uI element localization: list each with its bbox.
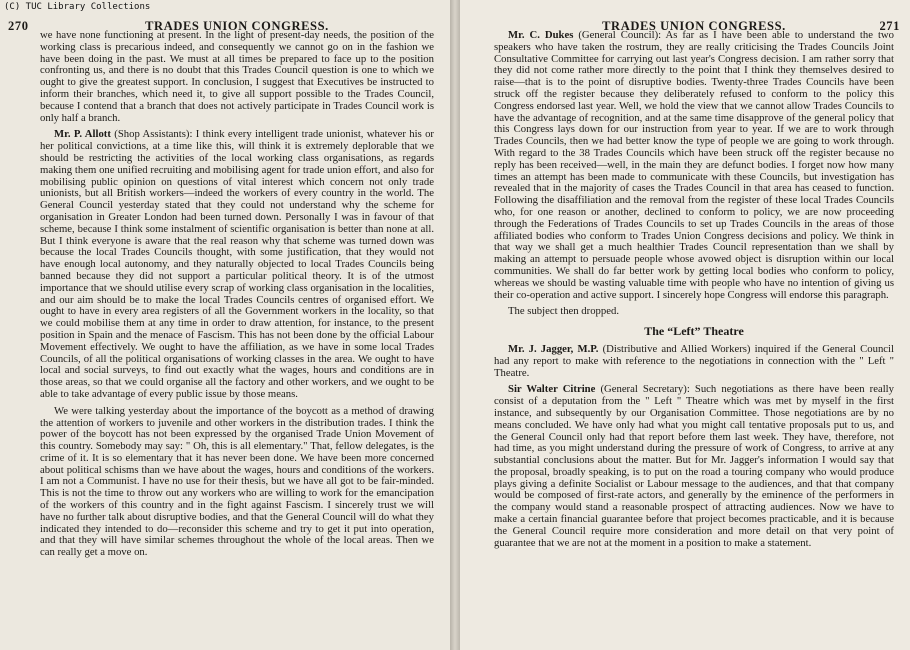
- right-page-number: 271: [879, 19, 900, 33]
- book-gutter: [450, 0, 460, 650]
- paragraph: [494, 384, 894, 549]
- speaker-name: Mr. J. Jagger, M.P.: [508, 342, 599, 355]
- paragraph-text: (General Secretary): Such negotiations as there have been really consist of a deputation from the " Left " Theatre which was met by myself in the first instance, and subsequently by our Organisation Committee. Those negotiations are by no means concluded. We have only had what you might call tentative proposals put to us, and the General Council only had that report before them last week. They have, therefore, not had time, as you might understand during the pressure of work of Congress, to arrive at any substantial conclusions about the matter. But for Mr. Jagger's information I would say that the proposal, broadly speaking, is to put on the road a touring company who would produce plays giving a definite Socialist or Labour message to the audiences, and that that company would be composed of first-rate actors, and generally by the eminence of the performers in the company would stand a reasonable prospect of attracting audiences. Now we have to make a certain financial guarantee before that project becomes practicable, and it is because the General Council require more consideration and more detail on that very point of guarantee that we are not at the moment in a position to make a statement.: [494, 383, 894, 549]
- left-page: [0, 0, 450, 650]
- paragraph: [494, 344, 894, 379]
- speaker-name: Mr. P. Allott: [54, 128, 111, 141]
- speaker-name: Sir Walter Citrine: [508, 383, 596, 396]
- right-running-title: TRADES UNION CONGRESS.: [602, 19, 786, 33]
- paragraph-text: (Distributive and Allied Workers) inquired if the General Council had any report to make with reference to the negotiations in connection with the " Left " Theatre.: [494, 342, 894, 379]
- paragraph-text: (General Council): As far as I have been able to understand the two speakers who have taken the rostrum, they are really criticising the Trades Councils Joint Consultative Committee for carrying out last year's Congress decision. I am rather sorry that they did not come rather more directly to the point that I think they themselves desired to raise—that is to the point of disruptive bodies. Twenty-three Trades Councils have been struck off the register because they deliberately refused to conform to the policy this Congress endorsed last year. Well, we hold the view that we cannot allow Trades Councils to have the advantage of recognition, and at the same time disapprove of the general policy that this Congress lays down for our instruction from year to year. If we are to work through Trades Councils, then we had better know the type of people we are going to work through. With regard to the 38 Trades Councils which have been struck off the register because no reply has been received—well, in the main they are defunct bodies. I forget now how many times an attempt has been made to communicate with these Councils, but investigation has revealed that in the majority of cases the Trades Council in that area has ceased to function. Following the disaffiliation and the removal from the register of these local Trades Councils who, for one reason or another, declined to conform to policy, we are now proceeding through the Federations of Trades Councils to set up Trades Councils in the areas of those affiliated bodies who conform to Trades Union Congress decisions and policy. We think in that way we shall get a much healthier Trades Council representation than we shall by making an attempt to persuade people whose avowed object is disruption within our local communities. We shall do far better work by getting local bodies who conform to policy, whereas we should be wasting valuable time with people who have no intention of giving us their co-operation and active support. I sincerely hope Congress will endorse this paragraph.: [494, 29, 894, 301]
- paragraph: [494, 306, 894, 318]
- paragraph: [40, 129, 434, 400]
- right-running-head: [494, 0, 900, 33]
- right-body-text: [494, 30, 894, 549]
- copyright-watermark: (C) TUC Library Collections: [4, 2, 151, 12]
- section-heading: The “Left” Theatre: [644, 324, 744, 339]
- left-page-number: 270: [8, 19, 29, 33]
- paragraph-text: (Shop Assistants): I think every intelligent trade unionist, whatever his or her political convictions, at a time like this, will think it is extremely deplorable that we should be restricting the activities of the local working class organisations, as regards making them one unified recruiting and mobilising agent for trade union effort, and also for mobilising public opinion on questions of vital interest which concern not only trade unionists, but all British workers—indeed the workers of every country in the world. The General Council yesterday stated that they could not understand why the scheme for organisation in Greater London had been turned down. Personally I was in favour of that scheme, because I think some instalment of scientific organisation is better than none at all. But I think everyone is aware that the real reason why that scheme was turned down was because the local Trades Councils thought, with some justification, that they would not have enough local autonomy, and they naturally objected to local Trades Councils being banned because they did not support a particular political theory. It is of the utmost importance that we should utilise every scrap of working class organisation in the localities, and our aim should be to make the local Trades Councils centres of organised effort. We ought to have in every area registers of all the Government workers in the locality, so that we could mobilise them at any time in order to draw attention, for instance, to the present position in Spain and the menace of Fascism. This has not been done by the official Labour Movement effectively. We ought to have the affiliation, as we have in some local Trades Councils, of all the political organisations of working classes in the area. We ought to have local and social surveys, to find out exactly what the wages, hours and conditions are in those areas, so that we could organise all the factory and other workers, and we ought to be able to take advantage of every public issue by those means.: [40, 128, 434, 400]
- speaker-name: Mr. C. Dukes: [508, 29, 574, 41]
- paragraph-text: The subject then dropped.: [508, 305, 619, 318]
- paragraph-text: we have none functioning at present. In the light of present-day needs, the position of the working class is precarious indeed, and consequently we cannot go on in the fashion we have been doing in the past. We must at all times be prepared to face up to the position confronting us, and there is no doubt that this Trades Council question is one to which we ought to give the greatest support. In conclusion, I suggest that Executives be instructed to inform their branches, which need it, to give all support possible to the Trades Council, because I contend that a branch that does not actively participate in Trades Council work is only half a branch.: [40, 29, 434, 124]
- paragraph: [40, 406, 434, 559]
- paragraph-text: We were talking yesterday about the importance of the boycott as a method of drawing the attention of workers to juvenile and other workers in the distribution trades. I think the power of the boycott has not been expressed by the organised Trade Union Movement of this country. Somebody may say: " Oh, this is all elementary." That, fellow delegates, is the crime of it. It is so elementary that it has never been done. We have been more concerned about political schisms than we have about the wages, hours and conditions of the workers. I am not a Communist. I have no use for their thesis, but we have all got to be fair-minded. This is not the time to throw out any workers who are willing to work for the emancipation of the workers of this country and in the fight against Fascism. I sincerely trust we will have no further talk about disruptive bodies, and that the General Council will do what they indicated they intended to do—reconsider this scheme and try to get it put into operation, and that they will have similar schemes throughout the whole of the local areas. Then we can really get a move on.: [40, 404, 434, 559]
- left-body-text: [40, 30, 434, 559]
- right-page: [460, 0, 910, 650]
- paragraph: [40, 30, 434, 124]
- left-running-title: TRADES UNION CONGRESS.: [145, 19, 329, 33]
- paragraph: [494, 30, 894, 301]
